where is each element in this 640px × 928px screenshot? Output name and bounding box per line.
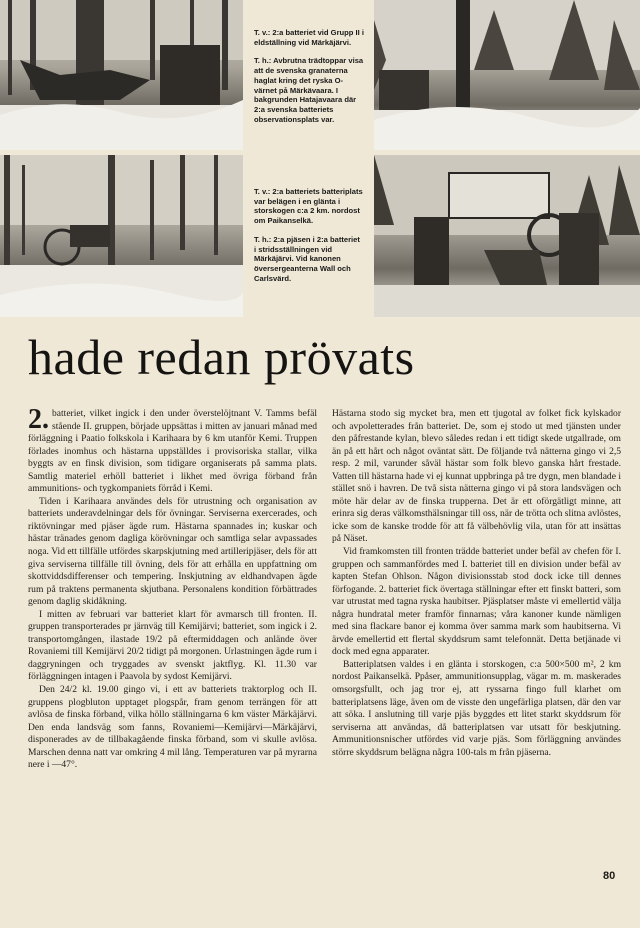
photo-battery-firing-position [0, 0, 243, 150]
caption-bottom-left: T. v.: 2:a batteriets batteriplats var belägen i en glänta i storskogen c:a 2 km. nordost om Paikanselkä. [254, 187, 363, 226]
caption-top-right: T. h.: Avbrutna trädtoppar visa att de svenska granaterna haglat kring det ryska O-värnet på Märkävaara. I bakgrunden Hatajavaara där 2:a svenska batteriets observationsplats var. [254, 56, 364, 124]
caption-bottom [254, 187, 364, 292]
article-paragraph: 2. batteriet, vilket ingick i den under överstelöjtnant V. Tamms befäl stående II. gruppen, började uppsättas i mitten av januari månad med förläggning i Paatio folkskola i Karihaara by 6 km utanför Kemi. Truppen förlades inomhus och hästarna uppställdes i provisoriska stallar, vilka byggts av en finsk division, som tidigare organiserats på samma plats. Samtlig materiel erhöll batteriet i likhet med övriga förband från ammunitions- och tygkompaniets förråd i Kemi. [28, 404, 317, 495]
page-number: 80 [603, 870, 616, 882]
photo-battery-clearing [0, 155, 243, 317]
article-paragraph: I mitten av februari var batteriet klart för avmarsch till fronten. II. gruppen transporterades pr järnväg till Kemijärvi; batteriet, som ingick i 2. transportomgången, ilastade 19/2 på eftermiddagen och anlände över Rovaniemi till Kemijärvi 20/2 tidigt på morgonen. Urlastningen ägde rum i daggryningen och tryggades av svenskt jaktflyg. Kl. 11.30 var förläggningen intagen i Paavola by sydost Kemijärvi. [28, 608, 317, 683]
article-paragraph: Den 24/2 kl. 19.00 gingo vi, i ett av batteriets traktorplog och II. gruppens plogbluton upptaget plogspår, fram genom terrängen för att avlösa de finska förband, vilka höllo ställningarna 6 km väster Märkäjärvi. Den enda landsväg som fanns, Rovaniemi—Kemijärvi—Märkäjärvi, disponerades av de tillbakagående finska förband, som vi skulle avlösa. Marschen denna natt var omkring 4 mil lång. Temperaturen var på myrarna nere i —47°. [28, 684, 317, 771]
article-paragraph: Hästarna stodo sig mycket bra, men ett tjugotal av folket fick kylskador och avpoletterades från batteriet. De, som ej stodo ut med tjänsten under den påfrestande kylan, blevo således redan i ett tidigt skede utgallrade, om än på ett hårt och något oväntat sätt. De följande två nätterna gingo vi 2,5 resp. 2 mil, varunder såväl hästar som folk blevo ganska hårt frestade. Vatten till hästarna hade vi ej kunnat uppbringa på tre dygn, men blandade i stället snö i havren. De två sista nätterna gingo vi på stora landsvägen och möte här delar av de finska trupperna. Det är ett oförgätligt minne, att erinra sig deras välkomsthälsningar till oss, när de trötta och slitna avlöstes, icke som de kanske trodde för att få välbehövlig vila, utan för att insättas på Näset. [332, 408, 621, 545]
article-paragraph: Tiden i Karihaara användes dels för utrustning och organisation av batteriets underavdelningar dels för övningar. Serviserna exercerades, och riktövningar med pjäser ägde rum. Hästarna spannades in; kuskar och hästar tränades genom dagliga körövningar och samtliga selar avpassades noga. Vid ett tillfälle utfördes skarpskjutning med artilleripjäser, dels för att giva serviserna tillfälle till övning, dels för att erhålla en uppfattning om skottviddsdifferenser och tempering. Inskjutning av eldhandvapen ägde rum på traktens permanenta skjutbana. Personalens kondition förbättrades genom daglig skidåkning. [28, 495, 317, 608]
article-column-right [332, 408, 621, 759]
article-paragraph: Batteriplatsen valdes i en glänta i storskogen, c:a 500×500 m², 2 km nordost Paikanselkä. Ppåser, ammunitionsupplag, vägar m. m. maskerades omsorgsfullt, och jag tror ej, att ryssarna fingo full klarhet om batteriplatsens läge, även om de visste den ungefärliga platsen, där den var att söka. I anslutning till varje pjäs byggdes ett litet starkt skyddsrum för serviserna att användas, då batteriplatsen var utsatt för beskjutning. Ammunitionsnischer utfördes vid varje pjäs. Som förläggning användes större skyddsrum belägna några 100-tals m från pjäserna. [332, 658, 621, 758]
caption-top-left: T. v.: 2:a batteriet vid Grupp II i eldställning vid Märkäjärvi. [254, 28, 364, 47]
photo-broken-treetops [374, 0, 640, 150]
drop-cap: 2. [28, 404, 49, 435]
caption-bottom-right: T. h.: 2:a pjäsen i 2:a batteriet i stridsställningen vid Märkäjärvi. Vid kanonen översergeanterna Wall och Carlsvärd. [254, 234, 360, 283]
headline: hade redan prövats [28, 329, 415, 385]
caption-top [254, 28, 364, 133]
article-paragraph: Vid framkomsten till fronten trädde batteriet under befäl av chefen för I. gruppen och sammanfördes med I. batteriet till en division under befäl av kapten Stefan Ohlson. Någon divisionsstab stod dock icke till dennes förfogande. 2. batteriet fick övertaga ställningar efter ett finskt batteri, som var utrustat med tagna ryska haubitser. Pjäsplatser måste vi emellertid välja några hundratal meter framför finnarnas; våra kanoner kunde nämligen med sina flackare banor ej komma över samma mark som haubitserna. Vi ärvde emellertid ett flertal skyddsrum samt telefonnät. Detta betjänade vi dock med egna apparater. [332, 546, 621, 658]
photo-gun-with-sergeants [374, 155, 640, 317]
article-column-left [28, 404, 317, 772]
